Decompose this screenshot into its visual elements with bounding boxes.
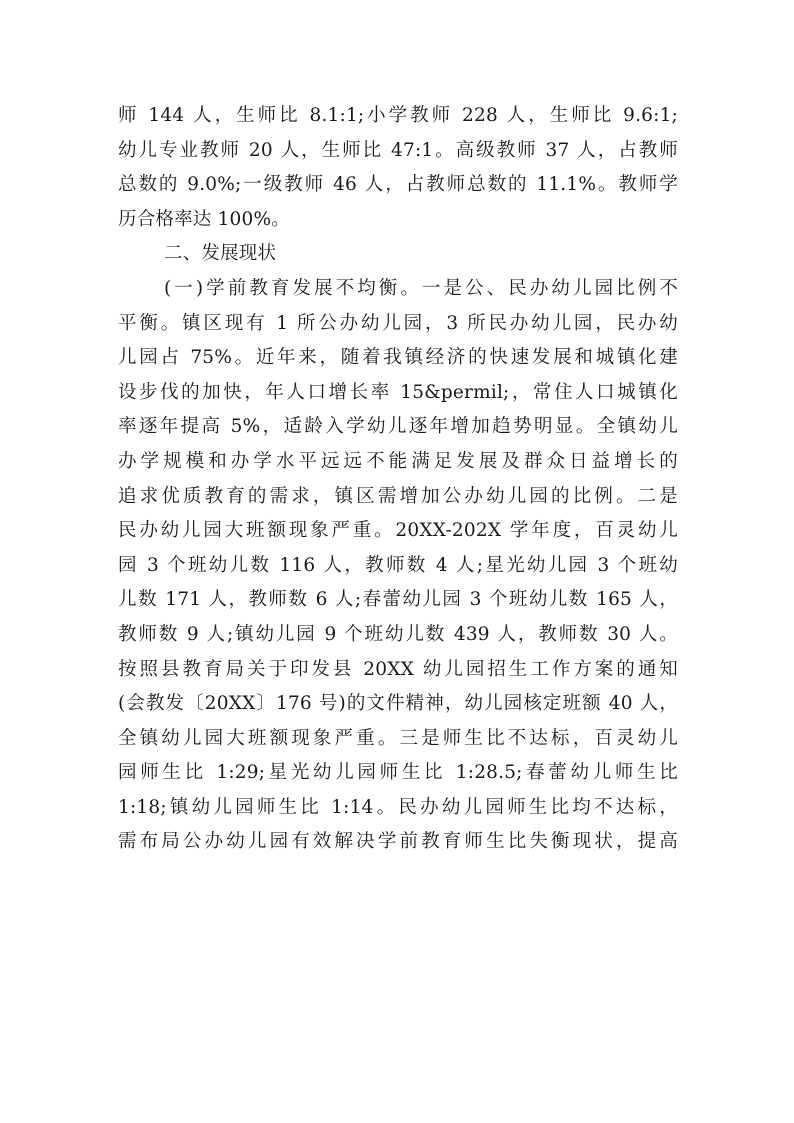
- text-line: 二、发展现状: [164, 243, 277, 265]
- text-line: 1:18;镇幼儿园师生比 1:14。民办幼儿园师生比均不达标，: [118, 796, 678, 818]
- text-line: 儿园占 75%。近年来，随着我镇经济的快速发展和城镇化建: [118, 347, 678, 369]
- text-line: 园 3 个班幼儿数 116 人，教师数 4 人;星光幼儿园 3 个班幼: [118, 554, 678, 576]
- text-line: 园师生比 1:29;星光幼儿园师生比 1:28.5;春蕾幼儿师生比: [118, 762, 678, 784]
- text-line: (会教发〔20XX〕176 号)的文件精神，幼儿园核定班额 40 人，: [118, 693, 678, 715]
- text-line: 民办幼儿园大班额现象严重。20XX-202X 学年度，百灵幼儿: [118, 520, 678, 542]
- text-line: 追求优质教育的需求，镇区需增加公办幼儿园的比例。二是: [118, 485, 678, 507]
- text-line: 设步伐的加快，年人口增长率 15&permil;，常住人口城镇化: [118, 381, 678, 403]
- text-line: 率逐年提高 5%，适龄入学幼儿逐年增加趋势明显。全镇幼儿: [118, 416, 678, 438]
- text-line: 总数的 9.0%;一级教师 46 人，占教师总数的 11.1%。教师学: [118, 174, 678, 196]
- text-line: 师 144 人，生师比 8.1:1;小学教师 228 人，生师比 9.6:1;: [118, 105, 678, 126]
- text-line: 全镇幼儿园大班额现象严重。三是师生比不达标，百灵幼儿: [118, 727, 678, 749]
- text-line: (一)学前教育发展不均衡。一是公、民办幼儿园比例不: [164, 277, 678, 299]
- text-line: 办学规模和办学水平远远不能满足发展及群众日益增长的: [118, 450, 678, 472]
- text-line: 平衡。镇区现有 1 所公办幼儿园，3 所民办幼儿园，民办幼: [118, 312, 678, 334]
- text-line: 历合格率达 100%。: [118, 208, 290, 230]
- text-line: 幼儿专业教师 20 人，生师比 47:1。高级教师 37 人，占教师: [118, 139, 678, 161]
- text-line: 按照县教育局关于印发县 20XX 幼儿园招生工作方案的通知: [118, 658, 678, 680]
- text-line: 需布局公办幼儿园有效解决学前教育师生比失衡现状，提高: [118, 831, 678, 853]
- text-line: 教师数 9 人;镇幼儿园 9 个班幼儿数 439 人，教师数 30 人。: [118, 623, 678, 645]
- text-line: 儿数 171 人，教师数 6 人;春蕾幼儿园 3 个班幼儿数 165 人，: [118, 589, 678, 611]
- body-text: [118, 99, 678, 860]
